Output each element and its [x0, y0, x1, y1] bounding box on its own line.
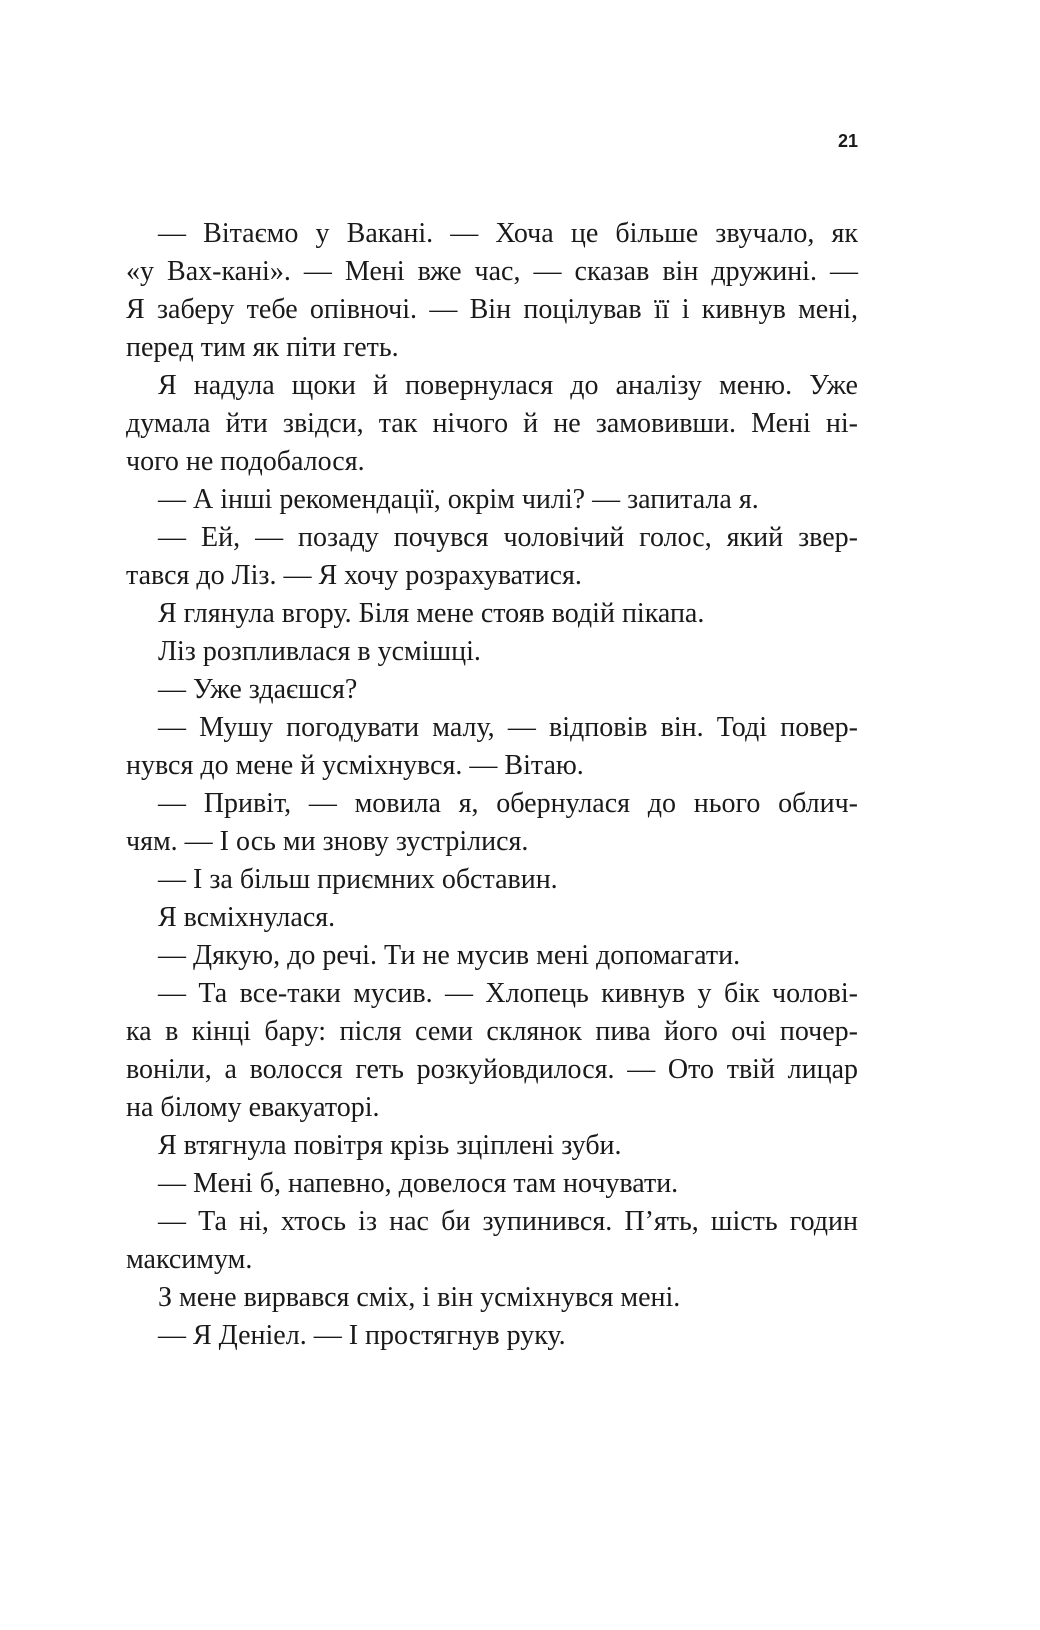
text-line: ка в кінці бару: після семи склянок пива його очі почер- [126, 1016, 858, 1047]
text-line: — Привіт, — мовила я, обернулася до нього облич- [158, 788, 858, 819]
text-line: максимум. [126, 1244, 253, 1275]
text-line: — Дякую, до речі. Ти не мусив мені допомагати. [158, 940, 741, 971]
text-line: «у Вах-кані». — Мені вже час, — сказав він дружині. — [126, 256, 858, 287]
text-line: — Мені б, напевно, довелося там ночувати. [158, 1168, 679, 1199]
text-line: нувся до мене й усміхнувся. — Вітаю. [126, 750, 584, 781]
text-line: Я надула щоки й повернулася до аналізу меню. Уже [158, 370, 858, 401]
text-line: — Я Деніел. — І простягнув руку. [158, 1320, 566, 1351]
text-line: — І за більш приємних обставин. [158, 864, 558, 895]
text-line: Я всміхнулася. [158, 902, 336, 933]
text-line: — А інші рекомендації, окрім чилі? — запитала я. [158, 484, 759, 515]
text-line: чого не подобалося. [126, 446, 365, 477]
text-line: Я глянула вгору. Біля мене стояв водій пікапа. [158, 598, 705, 629]
text-line: воніли, а волосся геть розкуйовдилося. — Ото твій лицар [126, 1054, 858, 1085]
text-line: — Уже здаєшся? [158, 674, 358, 705]
text-line: З мене вирвався сміх, і він усміхнувся мені. [158, 1282, 681, 1313]
text-line: на білому евакуаторі. [126, 1092, 380, 1123]
text-line: чям. — І ось ми знову зустрілися. [126, 826, 529, 857]
body-text [126, 215, 858, 1355]
text-line: тався до Ліз. — Я хочу розрахуватися. [126, 560, 582, 591]
text-line: — Та ні, хтось із нас би зупинився. П’ять, шість годин [158, 1206, 858, 1237]
text-line: — Мушу погодувати малу, — відповів він. Тоді повер- [158, 712, 858, 743]
text-line: думала йти звідси, так нічого й не замовивши. Мені ні- [126, 408, 858, 439]
text-line: — Вітаємо у Вакані. — Хоча це більше звучало, як [158, 218, 858, 249]
page-number: 21 [837, 131, 858, 151]
text-line: перед тим як піти геть. [126, 332, 399, 363]
text-line: Ліз розпливлася в усмішці. [158, 636, 481, 667]
text-line: Я втягнула повітря крізь зціплені зуби. [158, 1130, 622, 1161]
text-line: — Та все-таки мусив. — Хлопець кивнув у бік чолові- [158, 978, 858, 1009]
text-line: — Ей, — позаду почувся чоловічий голос, який звер- [158, 522, 858, 553]
text-line: Я заберу тебе опівночі. — Він поцілував її і кивнув мені, [126, 294, 858, 325]
